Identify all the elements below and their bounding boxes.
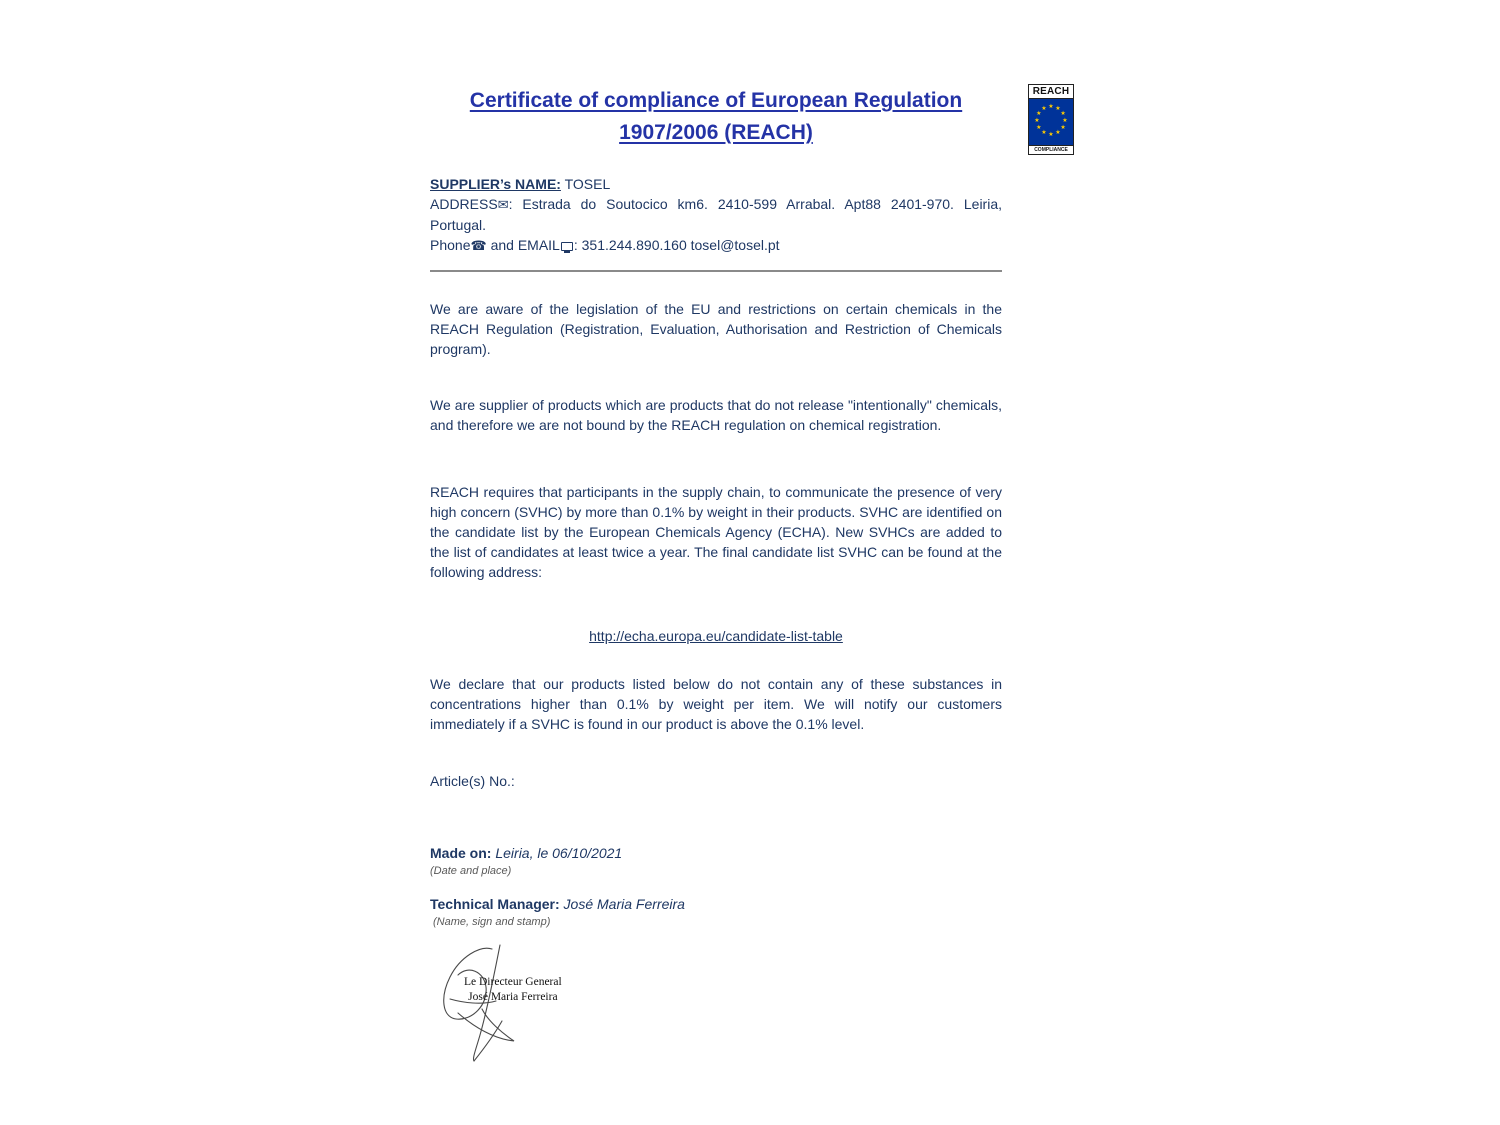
phone-icon: ☎ (470, 237, 487, 253)
made-on-value: Leiria, le 06/10/2021 (491, 845, 623, 862)
supplier-name-value: TOSEL (560, 176, 611, 192)
envelope-icon: ✉ (497, 197, 509, 213)
reach-compliance-logo (1028, 84, 1074, 155)
eu-star-icon: ★ (1060, 125, 1066, 131)
email-label: and EMAIL (486, 236, 560, 253)
title-line-1: Certificate of compliance of European Regulation (469, 89, 963, 112)
made-on-label: Made on: (430, 845, 492, 862)
address-label: ADDRESS (430, 196, 498, 213)
made-on-line (430, 843, 1002, 863)
supplier-contact-line (430, 235, 1002, 256)
supplier-name-label: SUPPLIER’s NAME: (430, 176, 561, 192)
made-on-block (430, 843, 1002, 880)
paragraph-supplier-statement: We are supplier of products which are products that do not release "intentionally" chemicals, and therefore we are not bound by the REACH regulation on chemical registration. (430, 397, 1002, 434)
eu-star-icon: ★ (1055, 130, 1061, 137)
contact-value: : 351.244.890.160 tosel@tosel.pt (573, 236, 780, 253)
signature-scribble (430, 943, 610, 1068)
eu-star-icon: ★ (1062, 118, 1068, 124)
phone-label: Phone (430, 236, 471, 253)
compliance-logo-label: COMPLIANCE (1028, 145, 1074, 155)
candidate-list-link-line (430, 626, 1002, 646)
eu-star-icon: ★ (1036, 125, 1042, 131)
technical-manager-label: Technical Manager: (430, 896, 560, 913)
eu-star-icon: ★ (1041, 105, 1047, 112)
signature-name: José Maria Ferreira (468, 990, 558, 1003)
article-number-label: Article(s) No.: (430, 773, 515, 790)
paragraph-awareness: We are aware of the legislation of the EU and restrictions on certain chemicals in the REACH Regulation (Registration, Evaluation, Authorisation and Restriction of Chemicals program). (430, 301, 1002, 358)
made-on-note: (Date and place) (430, 865, 512, 878)
technical-manager-line (430, 894, 1002, 914)
eu-star-icon: ★ (1060, 111, 1066, 117)
supplier-address-line (430, 194, 1002, 235)
document-body (430, 85, 1002, 1073)
eu-star-icon: ★ (1041, 130, 1047, 137)
technical-manager-note: (Name, sign and stamp) (433, 916, 551, 929)
supplier-name-line (430, 174, 1002, 194)
signature-area (430, 943, 1002, 1073)
eu-flag-stars (1028, 99, 1074, 145)
paragraph-declaration: We declare that our products listed below do not contain any of these substances in concentrations higher than 0.1% by weight per item. We will notify our customers immediately if a SVHC is found in our product is above the 0.1% level. (430, 676, 1002, 733)
supplier-block (430, 174, 1002, 255)
eu-star-icon: ★ (1048, 104, 1054, 110)
eu-star-icon: ★ (1048, 132, 1054, 138)
eu-star-icon: ★ (1034, 118, 1040, 124)
eu-star-icon: ★ (1036, 111, 1042, 117)
paragraph-reach-requirements: REACH requires that participants in the supply chain, to communicate the presence of very high concern (SVHC) by more than 0.1% by weight in their products. SVHC are identified on the candidate list by the European Chemicals Agency (ECHA). New SVHCs are added to the list of candidates at least twice a year. The final candidate list SVHC can be found at the following address: (430, 484, 1002, 581)
email-icon (561, 242, 573, 251)
address-value: : Estrada do Soutocico km6. 2410-599 Arrabal. Apt88 2401-970. Leiria, Portugal. (430, 196, 1002, 233)
signature-stamp-text (464, 975, 562, 1005)
candidate-list-link[interactable]: http://echa.europa.eu/candidate-list-table (589, 628, 843, 645)
section-divider (430, 270, 1002, 272)
technical-manager-value: José Maria Ferreira (559, 896, 685, 913)
reach-logo-label: REACH (1028, 84, 1074, 99)
title-line-2: 1907/2006 (REACH) (619, 120, 813, 144)
technical-manager-block (430, 894, 1002, 931)
eu-star-icon: ★ (1055, 105, 1061, 112)
signature-title: Le Directeur General (464, 975, 562, 988)
document-title (430, 85, 1002, 148)
